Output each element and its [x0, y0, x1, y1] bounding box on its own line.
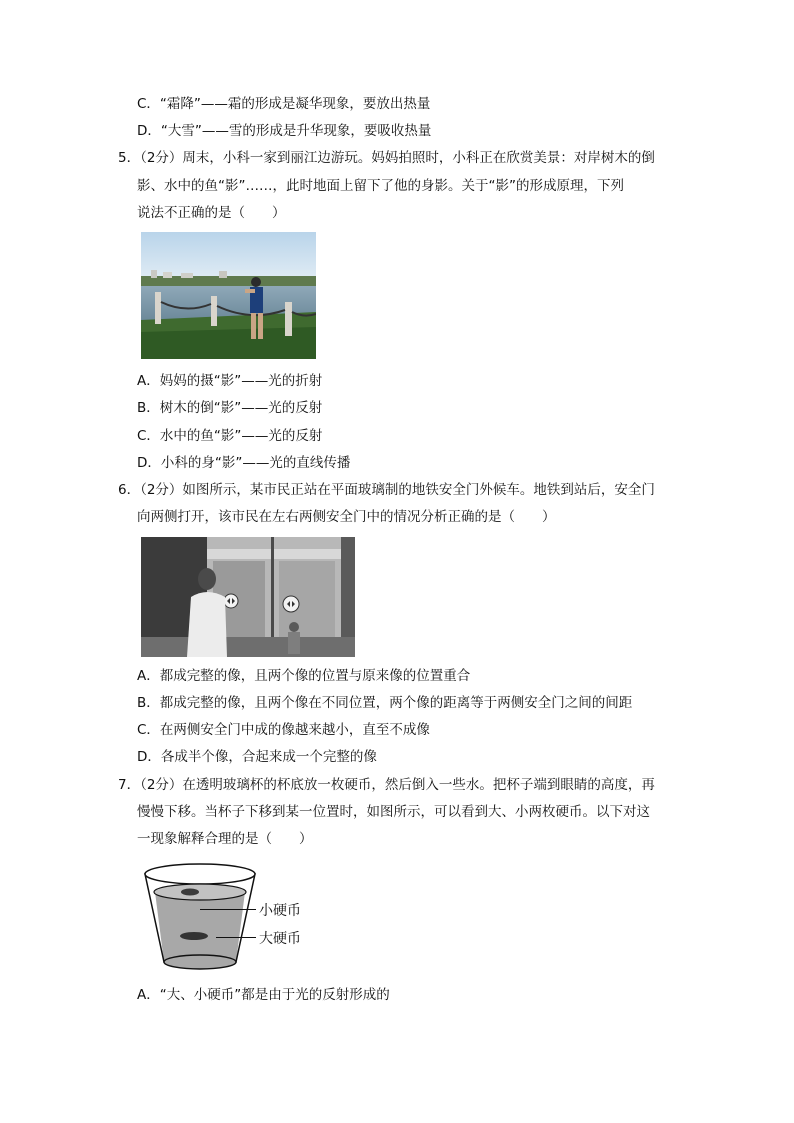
q7-stem-line3: 一现象解释合理的是（ ）: [137, 831, 313, 847]
small-coin-label: 小硬币: [259, 903, 301, 919]
glass-coin-diagram: [140, 858, 260, 978]
q4-option-d: D．“大雪”——雪的形成是升华现象，要吸收热量: [137, 123, 432, 139]
q5-option-b: B．树木的倒“影”——光的反射: [137, 400, 323, 416]
large-coin-label: 大硬币: [259, 931, 301, 947]
q6-option-c: C．在两侧安全门中成的像越来越小，直至不成像: [137, 722, 430, 738]
q7-stem-line1: 7．（2分）在透明玻璃杯的杯底放一枚硬币，然后倒入一些水。把杯子端到眼睛的高度，再: [118, 777, 655, 793]
q5-stem-line1: 5．（2分）周末，小科一家到丽江边游玩。妈妈拍照时，小科正在欣赏美景：对岸树木的倒: [118, 150, 655, 166]
q6-option-b: B．都成完整的像，且两个像在不同位置，两个像的距离等于两侧安全门之间的间距: [137, 695, 633, 711]
q6-option-d: D．各成半个像，合起来成一个完整的像: [137, 749, 377, 765]
q5-stem-line3: 说法不正确的是（ ）: [137, 205, 286, 221]
q5-option-d: D．小科的身“影”——光的直线传播: [137, 455, 351, 471]
q5-option-c: C．水中的鱼“影”——光的反射: [137, 428, 323, 444]
lake-photo: [141, 232, 316, 359]
q7-stem-line2: 慢慢下移。当杯子下移到某一位置时，如图所示，可以看到大、小两枚硬币。以下对这: [137, 804, 650, 820]
q5-option-a: A．妈妈的摄“影”——光的折射: [137, 373, 323, 389]
subway-door-photo: [141, 537, 355, 657]
q6-stem-line1: 6．（2分）如图所示，某市民正站在平面玻璃制的地铁安全门外候车。地铁到站后，安全门: [118, 482, 655, 498]
q6-stem-line2: 向两侧打开，该市民在左右两侧安全门中的情况分析正确的是（ ）: [137, 509, 556, 525]
q6-option-a: A．都成完整的像，且两个像的位置与原来像的位置重合: [137, 668, 471, 684]
large-coin-pointer: [216, 937, 256, 938]
q7-option-a: A．“大、小硬币”都是由于光的反射形成的: [137, 987, 390, 1003]
q4-option-c: C．“霜降”——霜的形成是凝华现象，要放出热量: [137, 96, 431, 112]
q5-stem-line2: 影、水中的鱼“影”……，此时地面上留下了他的身影。关于“影”的形成原理，下列: [137, 178, 624, 194]
small-coin-pointer: [200, 909, 256, 910]
